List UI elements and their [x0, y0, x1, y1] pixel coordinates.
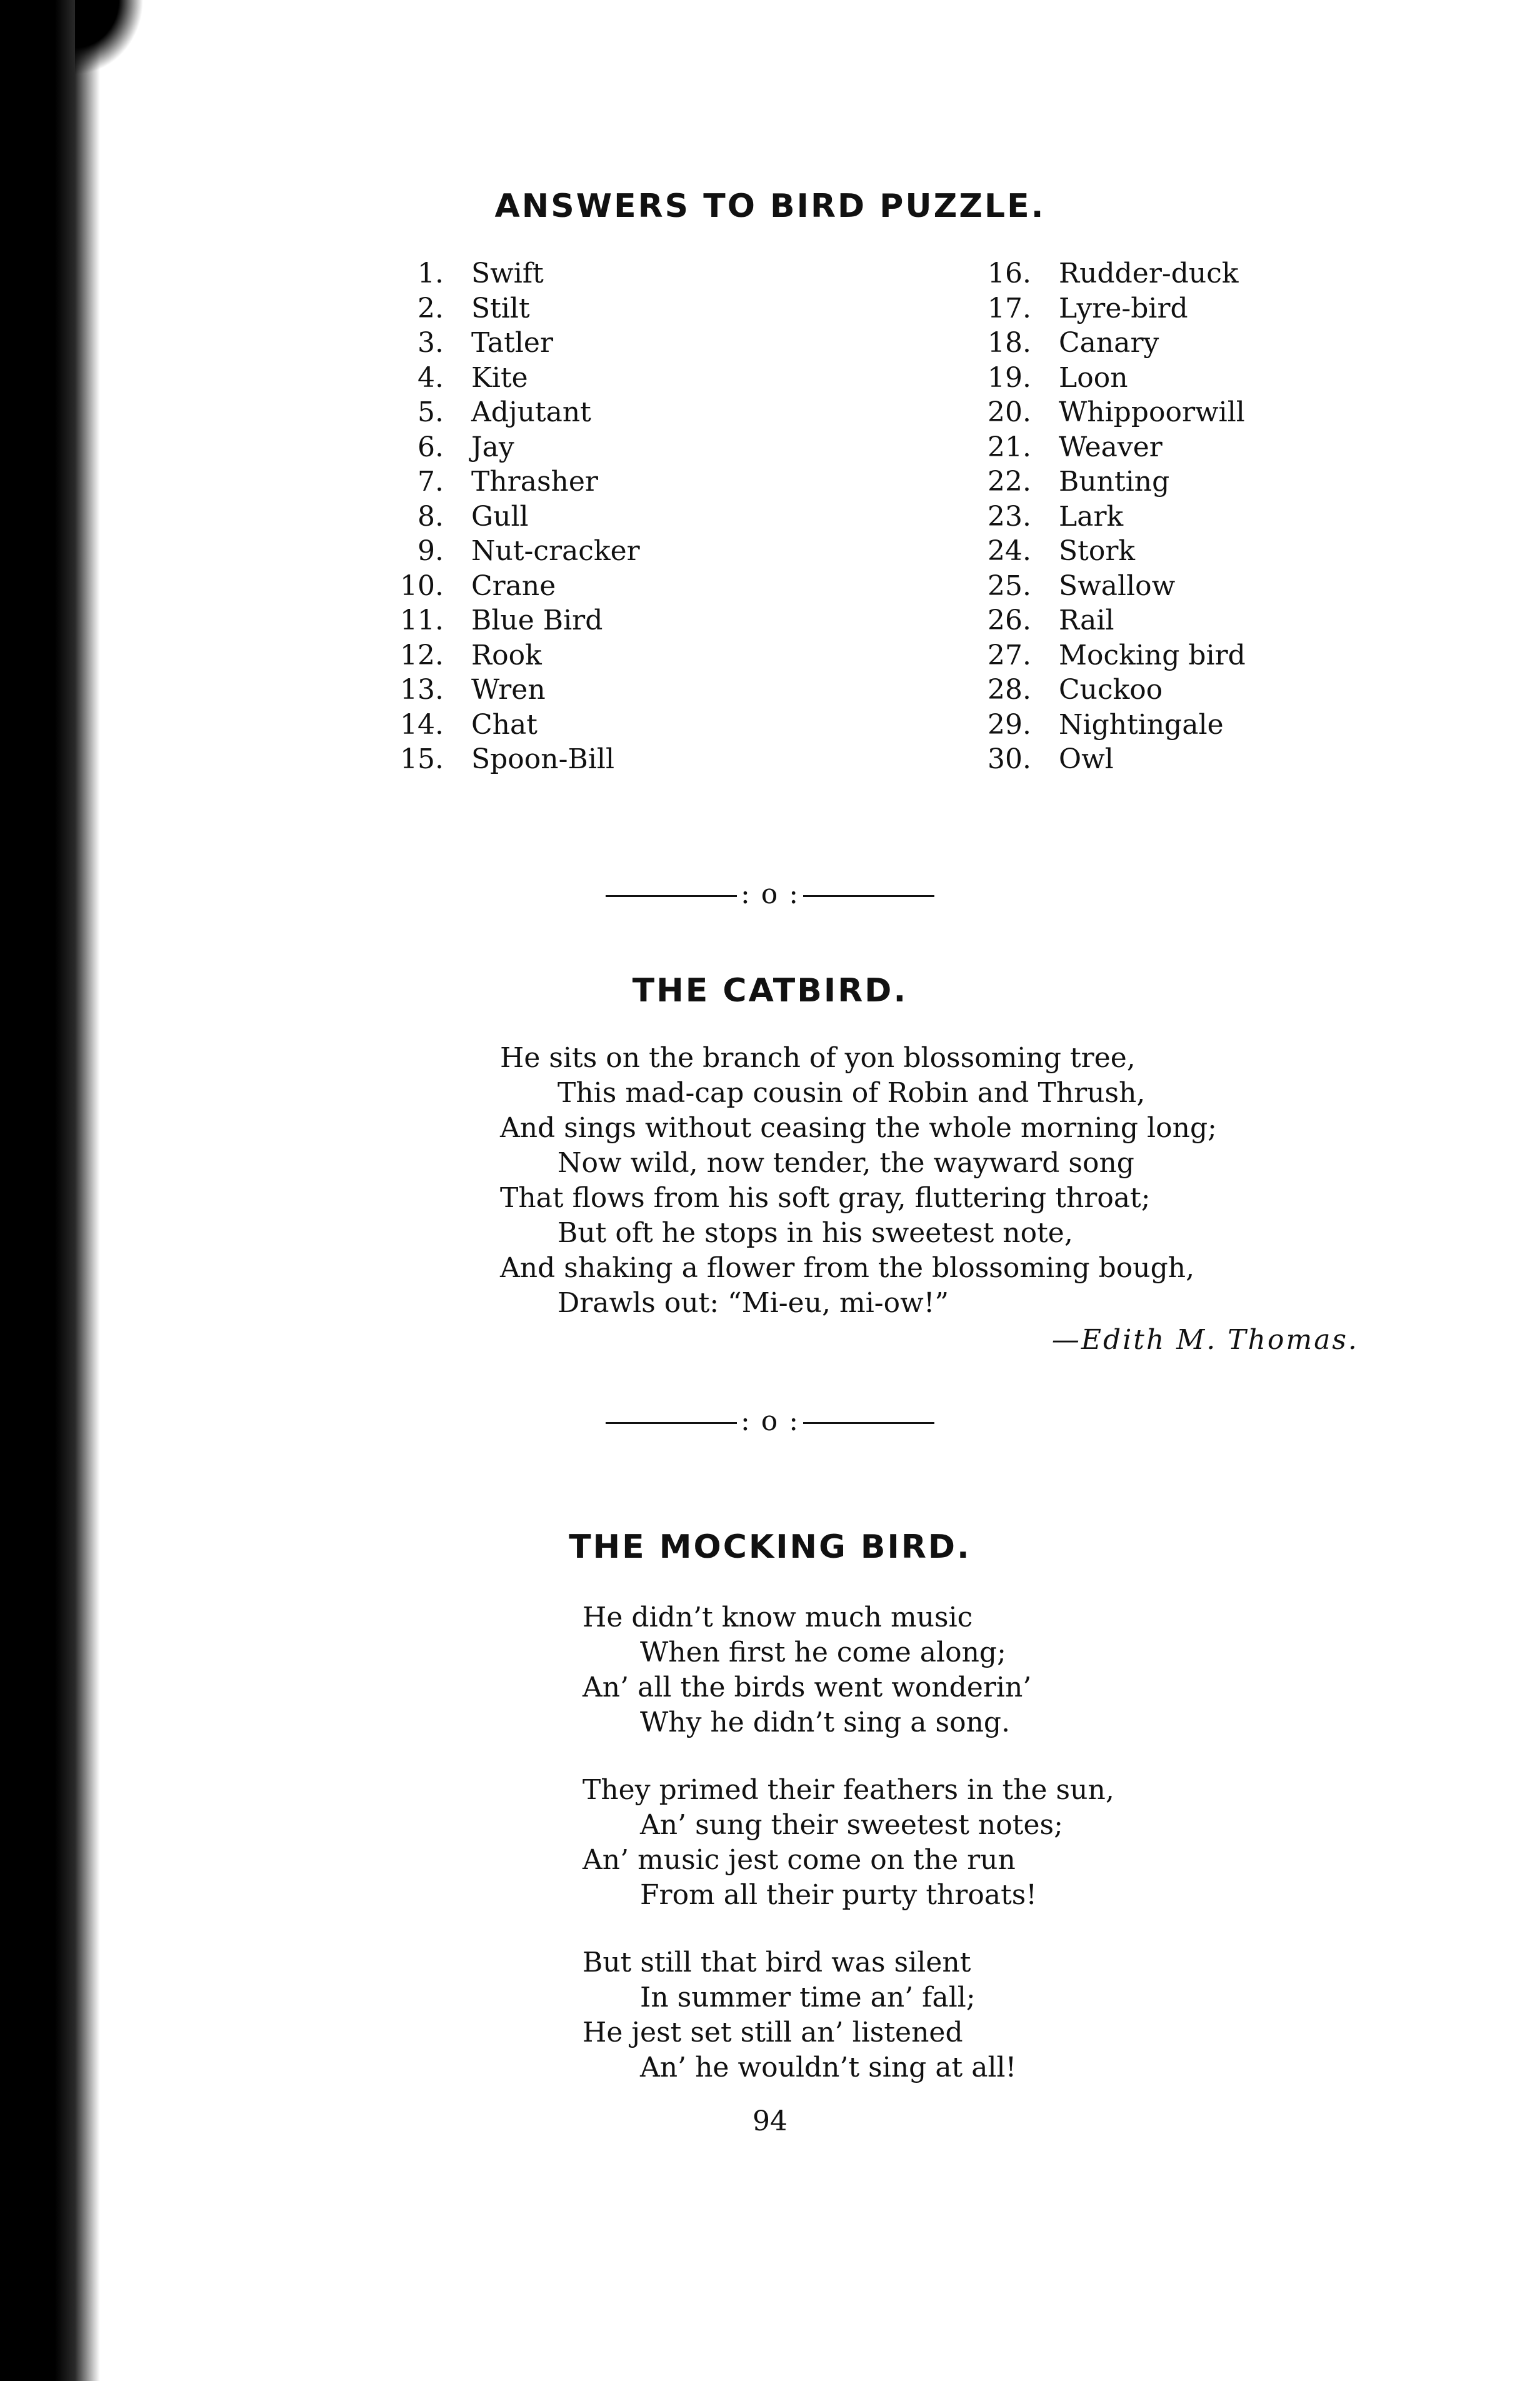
mocking-bird-title: THE MOCKING BIRD. — [569, 1528, 971, 1566]
answer-number: 17. — [988, 292, 1031, 324]
answer-bird-name: Chat — [471, 708, 538, 741]
poem-line: He didn’t know much music — [582, 1602, 973, 1633]
answer-number: 22. — [988, 466, 1031, 498]
poem-line: And shaking a flower from the blossoming bough, — [500, 1252, 1195, 1284]
poem-line: That flows from his soft gray, fluttering throat; — [500, 1182, 1151, 1214]
answer-item — [975, 256, 1246, 291]
divider-rule — [803, 1422, 934, 1424]
section-divider — [0, 1405, 1540, 1437]
answer-number: 1. — [418, 258, 444, 289]
poem-line: An’ he wouldn’t sing at all! — [640, 2052, 1017, 2083]
poem-line: An’ sung their sweetest notes; — [640, 1809, 1063, 1841]
answer-number: 13. — [400, 674, 444, 706]
answer-bird-name: Nut-cracker — [471, 535, 640, 567]
page-number: 94 — [752, 2105, 788, 2137]
answer-bird-name: Swift — [471, 258, 544, 289]
answer-item — [388, 742, 640, 777]
divider-mark: : o : — [740, 878, 800, 910]
answer-number: 24. — [988, 535, 1031, 567]
catbird-title: THE CATBIRD. — [632, 972, 908, 1010]
answer-bird-name: Owl — [1059, 743, 1114, 775]
answer-bird-name: Blue Bird — [471, 604, 603, 636]
answer-item — [388, 499, 640, 534]
answer-number: 23. — [988, 500, 1031, 533]
answer-bird-name: Rudder-duck — [1059, 258, 1239, 289]
answer-number: 10. — [400, 569, 444, 602]
answer-item — [975, 534, 1246, 569]
poem-line: Now wild, now tender, the wayward song — [558, 1147, 1134, 1179]
answer-bird-name: Jay — [471, 431, 514, 463]
poem-line: Why he didn’t sing a song. — [640, 1707, 1011, 1738]
answer-number: 14. — [400, 708, 444, 741]
answer-bird-name: Bunting — [1059, 466, 1170, 498]
poem-line: He sits on the branch of yon blossoming tree, — [500, 1042, 1136, 1074]
answer-item — [975, 326, 1246, 361]
answer-number: 2. — [418, 292, 444, 324]
answer-bird-name: Rook — [471, 639, 542, 671]
poem-line: An’ music jest come on the run — [582, 1844, 1016, 1876]
answers-list-right — [975, 256, 1246, 777]
answer-item — [388, 395, 640, 430]
answer-bird-name: Kite — [471, 361, 528, 394]
divider-mark: : o : — [740, 1405, 800, 1437]
answer-item — [975, 395, 1246, 430]
answer-item — [388, 430, 640, 465]
answer-number: 18. — [988, 327, 1031, 359]
answer-number: 7. — [418, 466, 444, 498]
poem-line: But still that bird was silent — [582, 1947, 971, 1978]
answer-number: 26. — [988, 604, 1031, 636]
answer-bird-name: Gull — [471, 500, 529, 533]
answer-number: 28. — [988, 674, 1031, 706]
answer-item — [388, 291, 640, 326]
answer-item — [975, 291, 1246, 326]
answer-bird-name: Loon — [1059, 361, 1128, 394]
answer-bird-name: Cuckoo — [1059, 674, 1163, 706]
answer-number: 20. — [988, 396, 1031, 428]
divider-rule — [606, 1422, 737, 1424]
answer-number: 21. — [988, 431, 1031, 463]
answer-bird-name: Lark — [1059, 500, 1124, 533]
answer-item — [388, 603, 640, 638]
answer-bird-name: Swallow — [1059, 569, 1176, 602]
poem-line: Drawls out: “Mi-eu, mi-ow!” — [558, 1287, 949, 1319]
answer-item — [975, 569, 1246, 604]
answer-bird-name: Lyre-bird — [1059, 292, 1188, 324]
poem-line: An’ all the birds went wonderin’ — [582, 1672, 1032, 1703]
answer-bird-name: Adjutant — [471, 396, 591, 428]
answer-item — [975, 361, 1246, 396]
stanza-gap — [582, 1913, 1114, 1945]
catbird-poem — [500, 1041, 1217, 1321]
answer-item — [975, 638, 1246, 673]
answer-bird-name: Spoon-Bill — [471, 743, 615, 775]
stanza-gap — [582, 1740, 1114, 1773]
answer-bird-name: Rail — [1059, 604, 1114, 636]
poem-line: He jest set still an’ listened — [582, 2017, 963, 2048]
answer-number: 4. — [418, 361, 444, 394]
answer-number: 29. — [988, 708, 1031, 741]
answer-number: 16. — [988, 258, 1031, 289]
answer-item — [388, 361, 640, 396]
poem-line: In summer time an’ fall; — [640, 1982, 976, 2013]
answer-item — [388, 638, 640, 673]
section-divider — [0, 878, 1540, 910]
answer-item — [388, 569, 640, 604]
answer-bird-name: Stork — [1059, 535, 1136, 567]
divider-rule — [606, 895, 737, 897]
answer-item — [975, 708, 1246, 743]
answer-number: 27. — [988, 639, 1031, 671]
answer-number: 3. — [418, 327, 444, 359]
answer-bird-name: Thrasher — [471, 466, 598, 498]
poem-line: And sings without ceasing the whole morning long; — [500, 1112, 1217, 1144]
poem-line: But oft he stops in his sweetest note, — [558, 1217, 1073, 1249]
catbird-attribution: —Edith M. Thomas. — [1051, 1324, 1359, 1356]
answer-number: 5. — [418, 396, 444, 428]
answer-number: 30. — [988, 743, 1031, 775]
answer-item — [388, 464, 640, 499]
answer-item — [388, 708, 640, 743]
answer-number: 19. — [988, 361, 1031, 394]
poem-line: They primed their feathers in the sun, — [582, 1774, 1114, 1806]
answers-list-left — [388, 256, 640, 777]
answer-item — [975, 742, 1246, 777]
answer-bird-name: Crane — [471, 569, 556, 602]
page-binding-edge — [0, 0, 100, 2381]
answer-item — [975, 673, 1246, 708]
answer-bird-name: Mocking bird — [1059, 639, 1246, 671]
answer-bird-name: Weaver — [1059, 431, 1162, 463]
answer-bird-name: Stilt — [471, 292, 530, 324]
answer-bird-name: Nightingale — [1059, 708, 1224, 741]
answer-item — [388, 673, 640, 708]
page-binding-notch — [75, 0, 144, 75]
answer-number: 9. — [418, 535, 444, 567]
answer-item — [975, 430, 1246, 465]
answer-bird-name: Canary — [1059, 327, 1159, 359]
answer-item — [975, 464, 1246, 499]
answer-bird-name: Wren — [471, 674, 546, 706]
answer-number: 11. — [400, 604, 444, 636]
answer-bird-name: Tatler — [471, 327, 553, 359]
answer-item — [975, 499, 1246, 534]
poem-line: From all their purty throats! — [640, 1879, 1038, 1911]
answer-item — [388, 326, 640, 361]
answer-number: 15. — [400, 743, 444, 775]
divider-rule — [803, 895, 934, 897]
answer-item — [975, 603, 1246, 638]
poem-line: This mad-cap cousin of Robin and Thrush, — [558, 1077, 1146, 1109]
answer-item — [388, 256, 640, 291]
mocking-bird-poem — [582, 1600, 1114, 2085]
poem-line: When first he come along; — [640, 1637, 1006, 1668]
answers-title: ANSWERS TO BIRD PUZZLE. — [494, 188, 1046, 225]
answer-number: 6. — [418, 431, 444, 463]
answer-number: 12. — [400, 639, 444, 671]
answer-number: 8. — [418, 500, 444, 533]
answer-item — [388, 534, 640, 569]
answer-bird-name: Whippoorwill — [1059, 396, 1245, 428]
answer-number: 25. — [988, 569, 1031, 602]
